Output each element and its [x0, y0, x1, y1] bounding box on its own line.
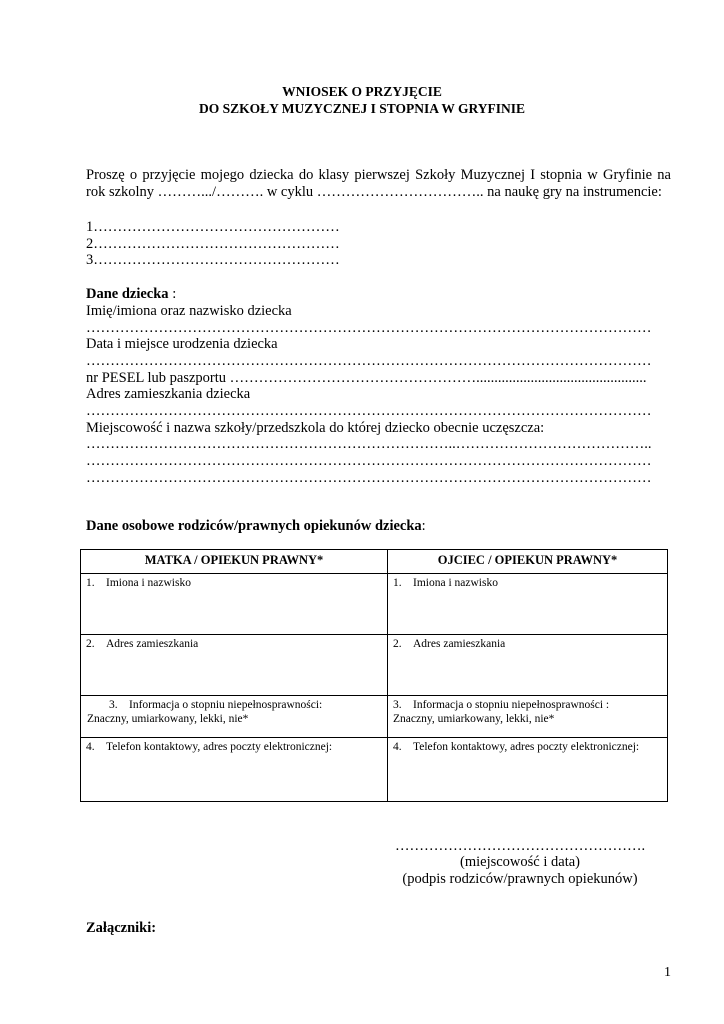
row-number: 4.: [86, 741, 95, 753]
child-address-label: Adres zamieszkania dziecka: [86, 386, 251, 402]
row-number: 2.: [393, 638, 402, 650]
child-school-field-3[interactable]: ………………………………………………………………………………………………………: [86, 470, 652, 486]
row-number: 3.: [393, 699, 402, 711]
child-birth-label: Data i miejsce urodzenia dziecka: [86, 336, 278, 352]
child-school-field-1[interactable]: …………………………………………………………………..…………………………………..: [86, 436, 652, 452]
parents-heading-text: Dane osobowe rodziców/prawnych opiekunów dziecka: [86, 518, 422, 534]
child-names-label: Imię/imiona oraz nazwisko dziecka: [86, 303, 292, 319]
mother-disability-label: Informacja o stopniu niepełnosprawności:: [129, 699, 323, 711]
signature-dots[interactable]: …………………………………………….: [394, 838, 646, 854]
father-address-label: Adres zamieszkania: [413, 638, 506, 650]
child-birth-field[interactable]: ………………………………………………………………………………………………………: [86, 353, 652, 369]
mother-contact-cell[interactable]: [81, 738, 388, 802]
father-disability-cell[interactable]: [388, 696, 668, 738]
child-data-heading-text: Dane dziecka: [86, 286, 169, 302]
table-row: [81, 738, 668, 802]
request-line-2: rok szkolny ……….../………. w cyklu …………………………….. na naukę gry na instrumencie:: [86, 184, 662, 200]
mother-column-header: MATKA / OPIEKUN PRAWNY*: [81, 550, 388, 574]
father-contact-label: Telefon kontaktowy, adres poczty elektronicznej:: [413, 741, 640, 753]
document-title-line-1: WNIOSEK O PRZYJĘCIE: [282, 84, 442, 99]
child-address-field[interactable]: ………………………………………………………………………………………………………: [86, 403, 652, 419]
instrument-line-3: 3……………………………………………: [86, 252, 340, 268]
instrument-line-1: 1……………………………………………: [86, 219, 340, 235]
parents-table-header: [81, 550, 668, 574]
father-names-label: Imiona i nazwisko: [413, 577, 498, 589]
parents-table: [80, 549, 668, 802]
mother-disability-cell[interactable]: [81, 696, 388, 738]
mother-names-label: Imiona i nazwisko: [106, 577, 191, 589]
child-data-heading-colon: :: [168, 286, 177, 302]
place-date-label: (miejscowość i data): [460, 854, 580, 870]
table-row: [81, 635, 668, 696]
instrument-line-2: 2……………………………………………: [86, 236, 340, 252]
table-row: [81, 696, 668, 738]
mother-address-cell[interactable]: [81, 635, 388, 696]
row-number: 3.: [109, 699, 118, 711]
parents-heading-colon: :: [421, 518, 426, 534]
father-disability-options: Znaczny, umiarkowany, lekki, nie*: [393, 713, 555, 725]
attachments-heading: Załączniki:: [86, 920, 157, 936]
child-pesel-field[interactable]: nr PESEL lub paszportu ……………………………………………...............................................: [86, 370, 647, 386]
child-names-field[interactable]: ………………………………………………………………………………………………………: [86, 320, 652, 336]
row-number: 4.: [393, 741, 402, 753]
child-school-field-2[interactable]: ………………………………………………………………………………………………………: [86, 453, 652, 469]
document-title-line-2: DO SZKOŁY MUZYCZNEJ I STOPNIA W GRYFINIE: [198, 101, 526, 116]
father-address-cell[interactable]: [388, 635, 668, 696]
mother-contact-label: Telefon kontaktowy, adres poczty elektronicznej:: [106, 741, 333, 753]
row-number: 1.: [393, 577, 402, 589]
row-number: 2.: [86, 638, 95, 650]
mother-disability-options: Znaczny, umiarkowany, lekki, nie*: [87, 713, 249, 725]
father-contact-cell[interactable]: [388, 738, 668, 802]
father-disability-label: Informacja o stopniu niepełnosprawności :: [413, 699, 610, 711]
table-row: [81, 574, 668, 635]
mother-names-cell[interactable]: [81, 574, 388, 635]
request-line-1: Proszę o przyjęcie mojego dziecka do klasy pierwszej Szkoły Muzycznej I stopnia w Gryfinie na: [86, 167, 671, 183]
father-names-cell[interactable]: [388, 574, 668, 635]
page-number: 1: [664, 965, 671, 980]
signature-label: (podpis rodziców/prawnych opiekunów): [402, 871, 638, 887]
child-data-heading: [86, 286, 176, 303]
child-school-label: Miejscowość i nazwa szkoły/przedszkola do której dziecko obecnie uczęszcza:: [86, 420, 545, 436]
mother-address-label: Adres zamieszkania: [106, 638, 199, 650]
parents-heading: [86, 518, 426, 535]
row-number: 1.: [86, 577, 95, 589]
father-column-header: OJCIEC / OPIEKUN PRAWNY*: [388, 550, 668, 574]
